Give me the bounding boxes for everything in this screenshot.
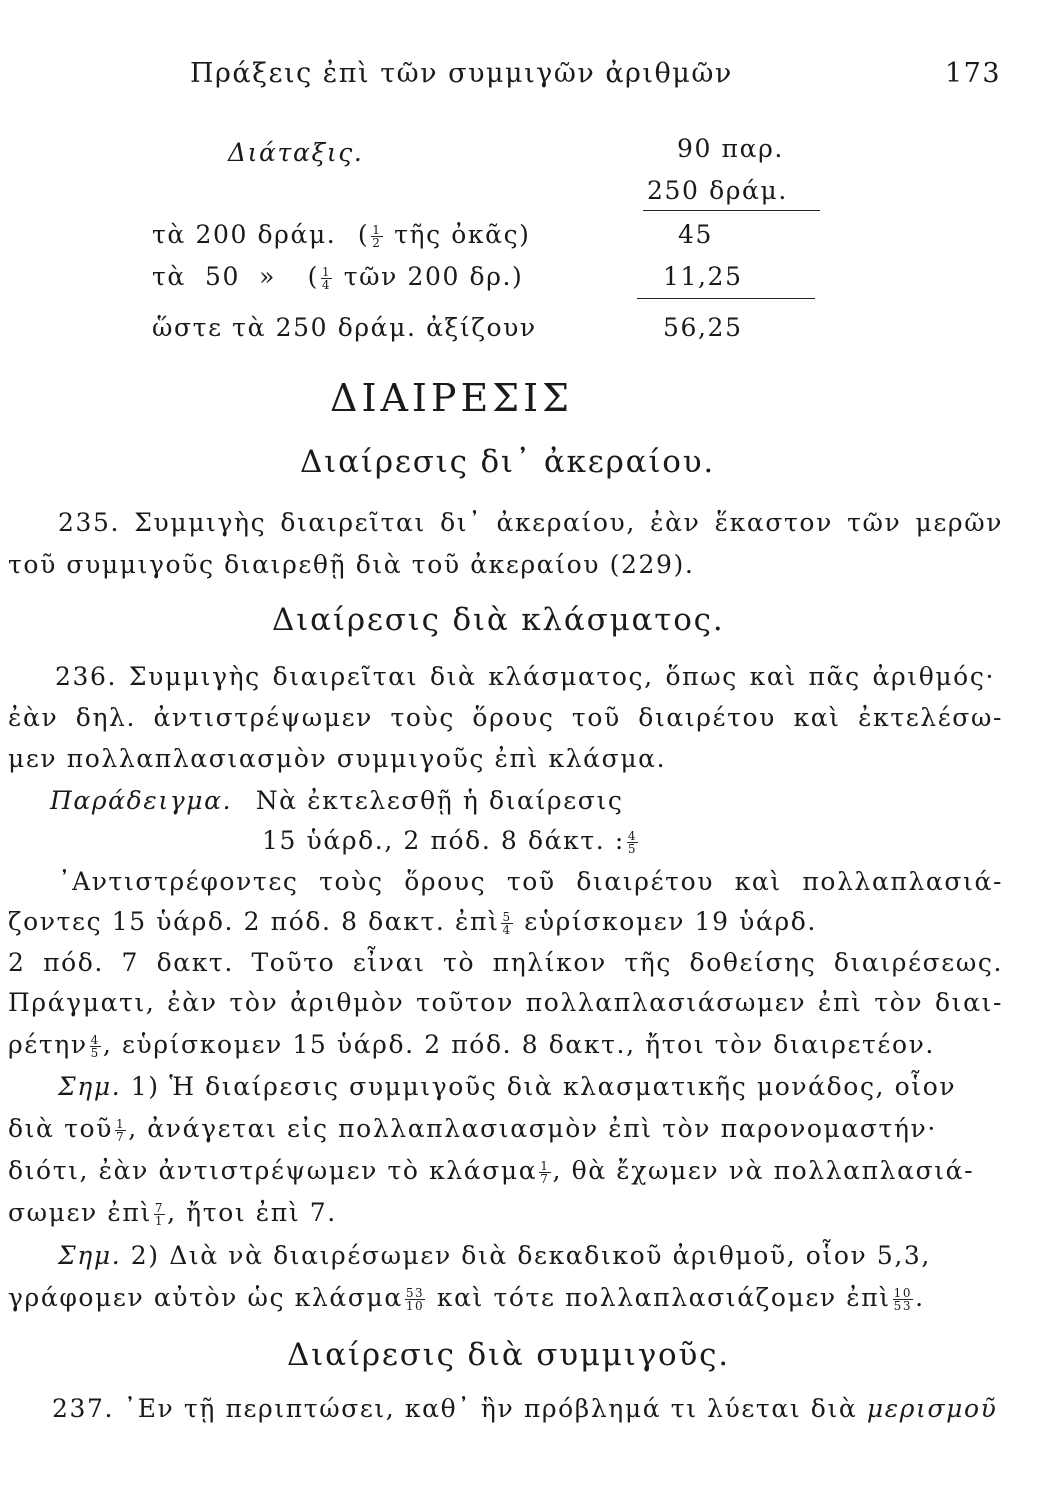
fraction-four-fifths-2: $\frac{4}{5}$ (90, 1033, 100, 1060)
paragraph-236-line-1: 236. Συμμιγὴς διαιρεῖται διὰ κλάσματος, ὅπως καὶ πᾶς ἀριθμός· (55, 662, 995, 691)
note-1-label: Σημ. (58, 1072, 122, 1101)
fraction-half: $\frac{1}{2}$ (372, 223, 382, 250)
table-head-drams: 250 δράμ. (647, 176, 788, 205)
example-line-2: ζοντες 15 ὑάρδ. 2 πόδ. 8 δακτ. ἐπὶ $\frac{5}{4}$ εὑρίσκομεν 19 ὑάρδ. (8, 907, 817, 937)
fraction-seven-over-one: $\frac{7}{1}$ (154, 1201, 165, 1228)
fraction-53-over-10: $\frac{53}{10}$ (405, 1286, 425, 1313)
note-1-line-2: διὰ τοῦ $\frac{1}{7}$ , ἀνάγεται εἰς πολλαπλασιασμὸν ἐπὶ τὸν παρονομαστήν· (8, 1114, 937, 1144)
example-intro-line (50, 786, 623, 815)
fraction-one-seventh-2: $\frac{1}{7}$ (540, 1159, 550, 1186)
page-number: 173 (945, 58, 1002, 89)
subheading-by-compound: Διαίρεσις διὰ συμμιγοῦς. (287, 1337, 730, 1373)
table-row-2-value: 11,25 (663, 262, 743, 291)
example-line-4: Πράγματι, ἐὰν τὸν ἀριθμὸν τοῦτον πολλαπλασιάσωμεν ἐπὶ τὸν διαι- (8, 988, 1003, 1017)
table-row-1-label (152, 220, 531, 249)
row-1-paren-open: ( (357, 220, 370, 249)
note-2-line-2: γράφομεν αὐτὸν ὡς κλάσμα $\frac{53}{10}$ καὶ τότε πολλαπλασιάζομεν ἐπὶ $\frac{10}{53}$ . (8, 1283, 925, 1313)
paragraph-236-line-2: ἐὰν δηλ. ἀντιστρέψωμεν τοὺς ὅρους τοῦ διαιρέτου καὶ ἐκτελέσω- (8, 703, 1003, 732)
example-line-1: ᾽Αντιστρέφοντες τοὺς ὅρους τοῦ διαιρέτου καὶ πολλαπλασιά- (58, 867, 1003, 896)
subheading-by-integer: Διαίρεσις δι᾽ ἀκεραίου. (300, 444, 716, 480)
table-total-label: ὥστε τὰ 250 δράμ. ἀξίζουν (152, 313, 537, 342)
paragraph-236-line-3: μεν πολλαπλασιασμὸν συμμιγοῦς ἐπὶ κλάσμα. (8, 744, 667, 773)
section-heading-division: ΔΙΑΙΡΕΣΙΣ (330, 376, 573, 420)
example-label: Παράδειγμα. (50, 786, 233, 815)
subheading-by-fraction: Διαίρεσις διὰ κλάσματος. (272, 602, 725, 638)
table-rule-top (643, 210, 820, 211)
table-row-1-value: 45 (678, 220, 714, 249)
paragraph-235-line-2: τοῦ συμμιγοῦς διαιρεθῇ διὰ τοῦ ἀκεραίου (229). (8, 550, 695, 579)
example-formula: 15 ὑάρδ., 2 πόδ. 8 δάκτ. : $\frac{4}{5}$ (262, 826, 638, 856)
row-2-paren-text: τῶν 200 δρ.) (343, 262, 524, 291)
table-total-value: 56,25 (663, 313, 743, 342)
example-line-5: ρέτην $\frac{4}{5}$ , εὑρίσκομεν 15 ὑάρδ. 2 πόδ. 8 δακτ., ἤτοι τὸν διαιρετέον. (8, 1030, 935, 1060)
example-line-3: 2 πόδ. 7 δακτ. Τοῦτο εἶναι τὸ πηλίκον τῆς δοθείσης διαιρέσεως. (8, 948, 1003, 977)
example-intro: Νὰ ἐκτελεσθῇ ἡ διαίρεσις (255, 786, 624, 815)
fraction-one-seventh: $\frac{1}{7}$ (115, 1117, 126, 1144)
fraction-five-fourths: $\frac{5}{4}$ (502, 910, 512, 937)
running-title: Πράξεις ἐπὶ τῶν συμμιγῶν ἀριθμῶν (190, 58, 733, 89)
table-head-parades: 90 παρ. (677, 134, 784, 163)
row-2-paren-open: ( (307, 262, 319, 291)
fraction-four-fifths: $\frac{4}{5}$ (627, 829, 638, 856)
table-row-2-label (152, 262, 523, 291)
fraction-quarter: $\frac{1}{4}$ (321, 265, 332, 292)
note-1-line-1: Σημ. 1) Ἡ διαίρεσις συμμιγοῦς διὰ κλασματικῆς μονάδος, οἷον (58, 1072, 957, 1101)
paragraph-237-line-1: 237. ᾽Εν τῇ περιπτώσει, καθ᾽ ἣν πρόβλημά τι λύεται διὰ μερισμοῦ (52, 1394, 998, 1423)
note-2-label: Σημ. (58, 1241, 122, 1270)
row-1-paren-text: τῆς ὀκᾶς) (394, 220, 531, 249)
fraction-10-over-53: $\frac{10}{53}$ (893, 1286, 913, 1313)
row-2-text: τὰ 50 » (152, 262, 277, 291)
note-2-line-1: Σημ. 2) Διὰ νὰ διαιρέσωμεν διὰ δεκαδικοῦ ἀριθμοῦ, οἷον 5,3, (58, 1241, 931, 1270)
table-rule-bottom (637, 298, 815, 299)
row-1-text: τὰ 200 δράμ. (152, 220, 337, 249)
paragraph-235-line-1: 235. Συμμιγὴς διαιρεῖται δι᾽ ἀκεραίου, ἐὰν ἕκαστον τῶν μερῶν (58, 508, 1003, 537)
note-1-line-3: διότι, ἐὰν ἀντιστρέψωμεν τὸ κλάσμα $\frac{1}{7}$ , θὰ ἔχωμεν νὰ πολλαπλασιά- (8, 1156, 975, 1186)
note-1-line-4: σωμεν ἐπὶ $\frac{7}{1}$ , ἤτοι ἐπὶ 7. (8, 1198, 337, 1228)
table-label: Διάταξις. (228, 138, 364, 167)
